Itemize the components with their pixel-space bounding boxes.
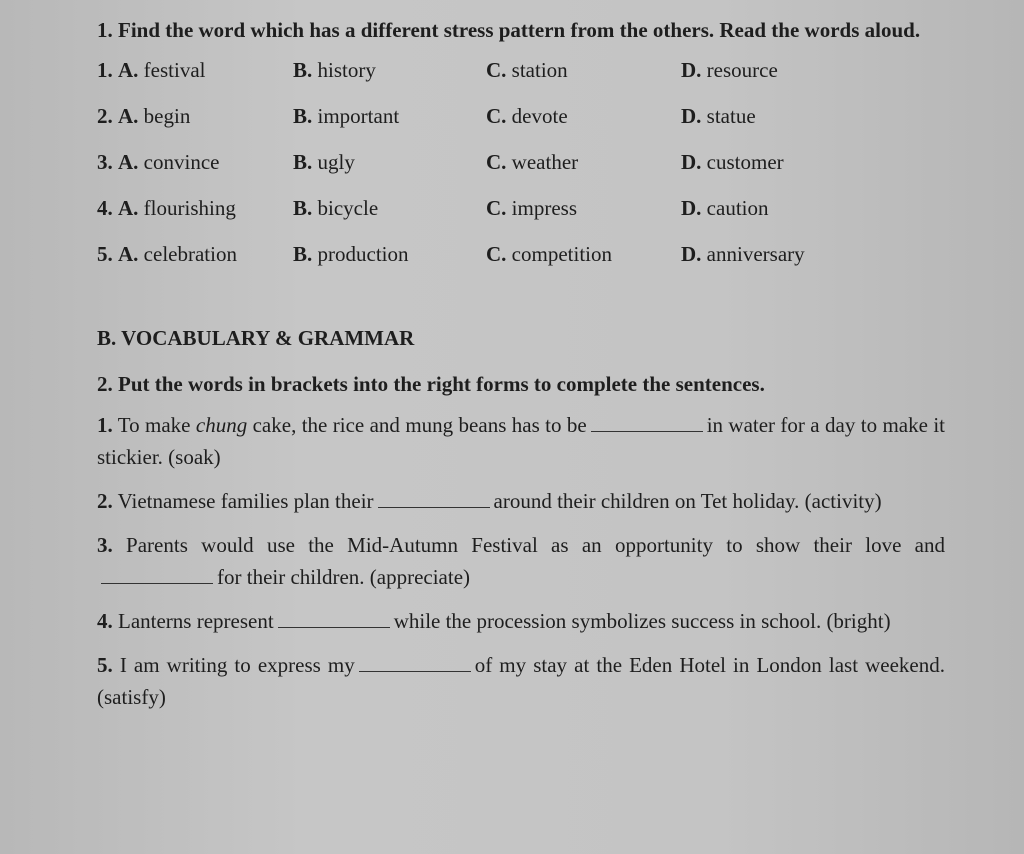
sentence-number: 3. bbox=[97, 533, 113, 557]
sentence-text-pre: cake, the rice and mung beans has to be bbox=[252, 413, 587, 437]
option-letter: A. bbox=[118, 104, 139, 128]
question-row bbox=[97, 103, 945, 149]
option-letter: D. bbox=[681, 242, 702, 266]
option-letter: B. bbox=[293, 196, 313, 220]
option-letter: D. bbox=[681, 196, 702, 220]
question-row bbox=[97, 241, 945, 287]
answer-blank[interactable] bbox=[278, 609, 390, 628]
option-b bbox=[293, 195, 486, 221]
option-b bbox=[293, 103, 486, 129]
option-word: production bbox=[317, 242, 409, 266]
sentence-text-post: in water for a day to make it stickier. (soak) bbox=[97, 413, 945, 469]
option-letter: B. bbox=[293, 242, 313, 266]
option-word: station bbox=[511, 58, 568, 82]
sentence-text-post: while the procession symbolizes success in school. (bright) bbox=[393, 609, 891, 633]
option-a bbox=[97, 241, 293, 267]
option-word: celebration bbox=[143, 242, 237, 266]
sentence-text-post: around their children on Tet holiday. (activity) bbox=[493, 489, 882, 513]
option-word: competition bbox=[511, 242, 612, 266]
question-number: 2. bbox=[97, 104, 113, 128]
option-d bbox=[681, 103, 881, 129]
option-letter: A. bbox=[118, 196, 139, 220]
option-word: history bbox=[317, 58, 376, 82]
option-d bbox=[681, 241, 881, 267]
option-b bbox=[293, 57, 486, 83]
option-word: important bbox=[317, 104, 400, 128]
option-word: begin bbox=[143, 104, 191, 128]
answer-blank[interactable] bbox=[591, 413, 703, 432]
option-a bbox=[97, 195, 293, 221]
sentence-italic-word: chung bbox=[195, 413, 248, 437]
sentence-item bbox=[97, 649, 945, 713]
option-a bbox=[97, 57, 293, 83]
option-a bbox=[97, 149, 293, 175]
option-word: impress bbox=[511, 196, 577, 220]
option-word: bicycle bbox=[317, 196, 379, 220]
option-letter: A. bbox=[118, 150, 139, 174]
question-number: 3. bbox=[97, 150, 113, 174]
option-word: statue bbox=[706, 104, 756, 128]
option-b bbox=[293, 149, 486, 175]
answer-blank[interactable] bbox=[378, 489, 490, 508]
sentence-item bbox=[97, 529, 945, 593]
option-letter: A. bbox=[118, 242, 139, 266]
option-word: convince bbox=[143, 150, 220, 174]
sentence-number: 4. bbox=[97, 609, 113, 633]
option-c bbox=[486, 195, 681, 221]
option-letter: B. bbox=[293, 150, 313, 174]
option-letter: C. bbox=[486, 150, 507, 174]
exercise-1-instruction: Find the word which has a different stress pattern from the others. Read the words aloud. bbox=[118, 18, 921, 42]
question-number: 5. bbox=[97, 242, 113, 266]
sentence-number: 1. bbox=[97, 413, 113, 437]
option-word: weather bbox=[511, 150, 579, 174]
answer-blank[interactable] bbox=[101, 565, 213, 584]
option-d bbox=[681, 57, 881, 83]
sentence-item bbox=[97, 605, 945, 637]
option-letter: D. bbox=[681, 104, 702, 128]
answer-blank[interactable] bbox=[359, 653, 471, 672]
option-word: customer bbox=[706, 150, 784, 174]
section-b-title: B. VOCABULARY & GRAMMAR bbox=[97, 326, 415, 350]
sentence-number: 2. bbox=[97, 489, 113, 513]
option-letter: B. bbox=[293, 104, 313, 128]
option-d bbox=[681, 195, 881, 221]
sentence-text-post: for their children. (appreciate) bbox=[217, 565, 471, 589]
option-letter: C. bbox=[486, 242, 507, 266]
option-letter: D. bbox=[681, 58, 702, 82]
option-letter: D. bbox=[681, 150, 702, 174]
option-letter: C. bbox=[486, 58, 507, 82]
option-word: resource bbox=[706, 58, 778, 82]
question-row bbox=[97, 57, 945, 103]
sentence-text-pre: Lanterns represent bbox=[118, 609, 274, 633]
sentence-text-pre: To make bbox=[117, 413, 191, 437]
option-c bbox=[486, 103, 681, 129]
question-row bbox=[97, 195, 945, 241]
option-a bbox=[97, 103, 293, 129]
option-word: devote bbox=[511, 104, 568, 128]
stress-options-table bbox=[97, 57, 945, 287]
question-row bbox=[97, 149, 945, 195]
exercise-1-number: 1. bbox=[97, 18, 113, 42]
sentence-number: 5. bbox=[97, 653, 113, 677]
option-word: flourishing bbox=[143, 196, 236, 220]
exercise-1-heading bbox=[97, 14, 945, 47]
option-word: caution bbox=[706, 196, 769, 220]
question-number: 4. bbox=[97, 196, 113, 220]
sentence-item bbox=[97, 485, 945, 517]
sentence-text-post: of my stay at the Eden Hotel in London last weekend. (satisfy) bbox=[97, 653, 946, 709]
option-letter: A. bbox=[118, 58, 139, 82]
option-word: anniversary bbox=[706, 242, 805, 266]
question-number: 1. bbox=[97, 58, 113, 82]
option-c bbox=[486, 149, 681, 175]
exercise-2-heading: 2. Put the words in brackets into the right forms to complete the sentences. bbox=[97, 372, 765, 396]
sentence-text-pre: Parents would use the Mid-Autumn Festival as an opportunity to show their love and bbox=[126, 533, 946, 557]
worksheet-page bbox=[97, 14, 945, 713]
option-c bbox=[486, 57, 681, 83]
option-letter: C. bbox=[486, 104, 507, 128]
option-letter: C. bbox=[486, 196, 507, 220]
sentence-text-pre: Vietnamese families plan their bbox=[117, 489, 374, 513]
option-letter: B. bbox=[293, 58, 313, 82]
option-c bbox=[486, 241, 681, 267]
option-b bbox=[293, 241, 486, 267]
option-word: ugly bbox=[317, 150, 355, 174]
sentence-item bbox=[97, 409, 945, 473]
option-word: festival bbox=[143, 58, 206, 82]
option-d bbox=[681, 149, 881, 175]
sentence-text-pre: I am writing to express my bbox=[119, 653, 355, 677]
